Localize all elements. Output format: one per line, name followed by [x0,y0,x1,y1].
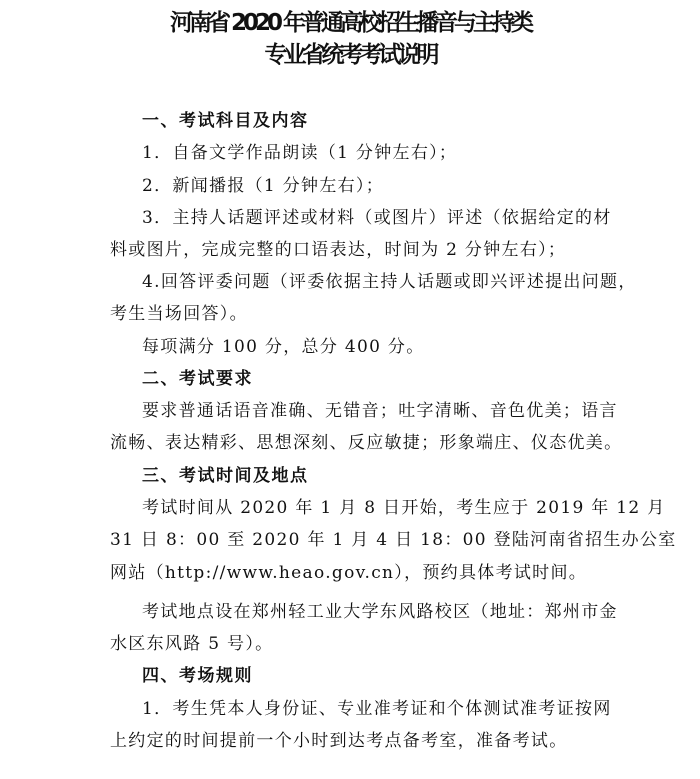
section-1-item-2: 2．新闻播报（1 分钟左右）； [142,176,385,196]
section-1-item-3-line-1: 3．主持人话题评述或材料（或图片）评述（依据给定的材 [142,208,612,228]
section-2-requirement-line-1: 要求普通话语音准确、无错音；吐字清晰、音色优美；语言 [142,401,618,421]
section-3-time-line-1: 考试时间从 2020 年 1 月 8 日开始，考生应于 2019 年 12 月 [142,498,666,518]
section-4-heading: 四、考场规则 [142,666,253,686]
section-1-item-4-line-2: 考生当场回答）。 [110,304,248,324]
section-1-item-4-line-1: 4.回答评委问题（评委依据主持人话题或即兴评述提出问题， [142,272,637,292]
document-title-line-2: 专业省统考考试说明 [264,42,436,68]
section-1-item-3-line-2: 料或图片，完成完整的口语表达，时间为 2 分钟左右）； [110,240,567,260]
section-4-rule-1-line-1: 1．考生凭本人身份证、专业准考证和个体测试准考证按网 [142,699,612,719]
section-3-place-line-2: 水区东风路 5 号）。 [110,634,274,654]
section-1-heading: 一、考试科目及内容 [142,111,309,131]
section-3-heading: 三、考试时间及地点 [142,466,309,486]
section-4-rule-1-line-2: 上约定的时间提前一个小时到达考点备考室，准备考试。 [110,731,568,751]
section-3-time-line-2: 31 日 8：00 至 2020 年 1 月 4 日 18：00 登陆河南省招生办公室 [110,530,677,550]
section-1-score-note: 每项满分 100 分，总分 400 分。 [142,337,425,357]
section-3-time-line-3: 网站（http://www.heao.gov.cn），预约具体考试时间。 [110,563,588,583]
section-1-item-1: 1．自备文学作品朗读（1 分钟左右）； [142,143,458,163]
document-title-line-1: 河南省 2020 年普通高校招生播音与主持类 [169,10,531,36]
section-2-heading: 二、考试要求 [142,369,253,389]
section-2-requirement-line-2: 流畅、表达精彩、思想深刻、反应敏捷；形象端庄、仪态优美。 [110,433,623,453]
section-3-place-line-1: 考试地点设在郑州轻工业大学东风路校区（地址：郑州市金 [142,602,618,622]
